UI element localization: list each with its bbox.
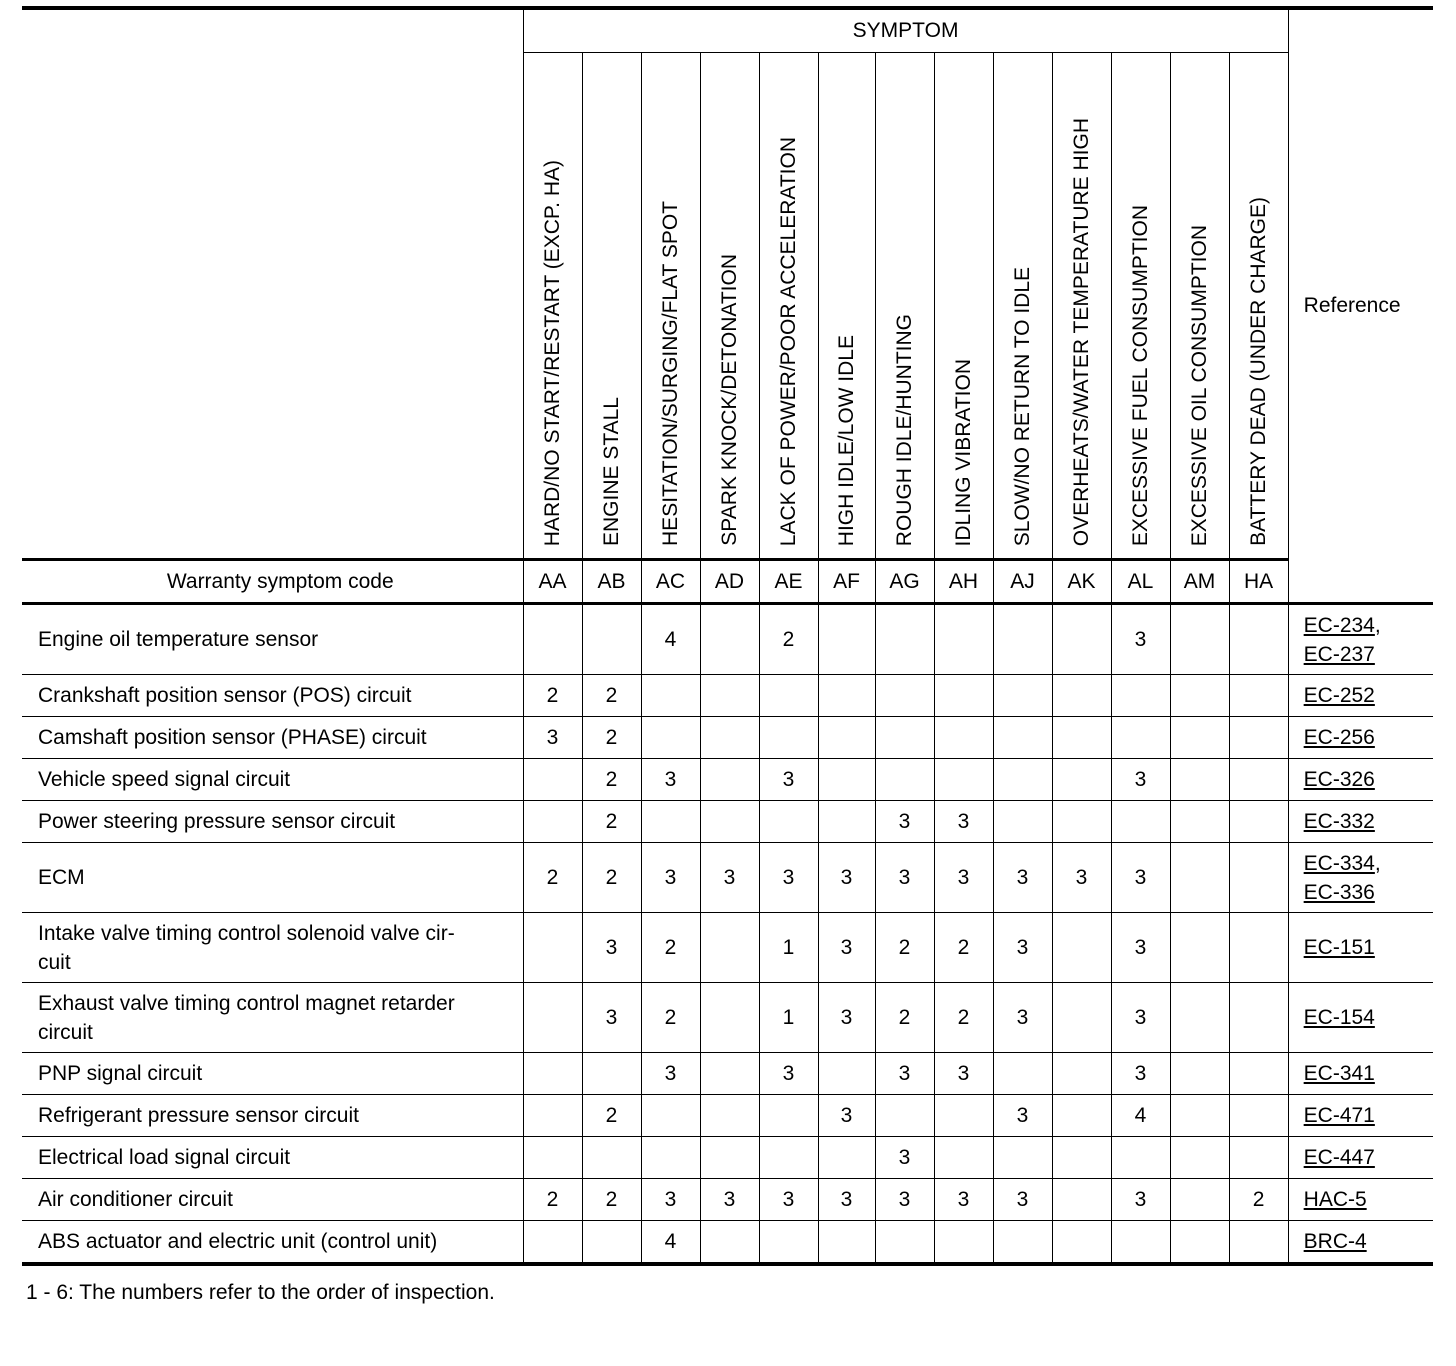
table-row <box>22 1221 1433 1265</box>
symptom-header-text: HARD/NO START/RESTART (EXCP. HA) <box>540 159 564 546</box>
reference-link[interactable]: EC-471 <box>1303 1104 1375 1127</box>
priority-cell <box>523 1221 582 1265</box>
priority-cell <box>1170 801 1229 843</box>
reference-cell <box>1288 983 1433 1053</box>
warranty-code-cell: AK <box>1052 560 1111 604</box>
priority-cell <box>993 675 1052 717</box>
symptom-header-cell <box>875 53 934 560</box>
warranty-code-cell: AG <box>875 560 934 604</box>
reference-link[interactable]: EC-151 <box>1303 936 1375 959</box>
priority-cell <box>1052 604 1111 675</box>
priority-cell: 3 <box>934 843 993 913</box>
priority-cell: 2 <box>582 759 641 801</box>
priority-cell <box>523 604 582 675</box>
table-row <box>22 801 1433 843</box>
priority-cell <box>1052 1095 1111 1137</box>
priority-cell <box>1052 675 1111 717</box>
priority-cell <box>1052 1137 1111 1179</box>
warranty-code-row <box>22 560 1433 604</box>
priority-cell <box>1170 1053 1229 1095</box>
priority-cell: 3 <box>875 1179 934 1221</box>
priority-cell <box>1052 1221 1111 1265</box>
priority-cell: 3 <box>1111 983 1170 1053</box>
priority-cell: 3 <box>1052 843 1111 913</box>
priority-cell <box>700 1137 759 1179</box>
row-label <box>22 801 523 843</box>
symptom-group-row <box>22 8 1433 53</box>
priority-cell <box>1052 983 1111 1053</box>
priority-cell <box>1229 717 1288 759</box>
priority-cell: 2 <box>1229 1179 1288 1221</box>
reference-link[interactable]: EC-252 <box>1303 684 1375 707</box>
row-label <box>22 1137 523 1179</box>
priority-cell <box>523 913 582 983</box>
reference-cell <box>1288 1053 1433 1095</box>
priority-cell <box>759 801 818 843</box>
priority-cell <box>523 1053 582 1095</box>
symptom-matrix-table <box>22 6 1433 1266</box>
priority-cell <box>1052 717 1111 759</box>
priority-cell <box>700 913 759 983</box>
reference-link[interactable]: BRC-4 <box>1303 1230 1367 1253</box>
table-row <box>22 843 1433 913</box>
symptom-header-text: SPARK KNOCK/DETONATION <box>717 254 741 546</box>
priority-cell: 3 <box>641 1053 700 1095</box>
priority-cell <box>641 1137 700 1179</box>
footnote: 1 - 6: The numbers refer to the order of inspection. <box>26 1281 495 1304</box>
priority-cell: 3 <box>1111 604 1170 675</box>
priority-cell: 2 <box>523 675 582 717</box>
table-row <box>22 1095 1433 1137</box>
symptom-header-text: LACK OF POWER/POOR ACCELERATION <box>776 136 800 546</box>
priority-cell: 3 <box>759 843 818 913</box>
row-label <box>22 843 523 913</box>
priority-cell <box>759 1095 818 1137</box>
priority-cell <box>1229 843 1288 913</box>
priority-cell: 4 <box>641 604 700 675</box>
priority-cell <box>700 801 759 843</box>
priority-cell <box>1052 913 1111 983</box>
symptom-header-text: EXCESSIVE FUEL CONSUMPTION <box>1128 204 1152 546</box>
reference-separator: , <box>1374 613 1381 637</box>
priority-cell <box>641 1095 700 1137</box>
priority-cell <box>1170 843 1229 913</box>
row-label <box>22 983 523 1053</box>
priority-cell <box>875 1095 934 1137</box>
row-label <box>22 604 523 675</box>
row-label-text: PNP signal circuit <box>38 1062 203 1085</box>
priority-cell: 3 <box>1111 759 1170 801</box>
symptom-header-cell <box>1170 53 1229 560</box>
priority-cell <box>934 1221 993 1265</box>
priority-cell <box>818 801 875 843</box>
symptom-header-cell <box>818 53 875 560</box>
priority-cell <box>1229 1095 1288 1137</box>
symptom-header-text: HESITATION/SURGING/FLAT SPOT <box>658 201 682 546</box>
priority-cell <box>934 1095 993 1137</box>
priority-cell <box>1111 675 1170 717</box>
priority-cell <box>523 759 582 801</box>
priority-cell: 4 <box>1111 1095 1170 1137</box>
priority-cell: 3 <box>523 717 582 759</box>
priority-cell <box>1170 913 1229 983</box>
table-row <box>22 1137 1433 1179</box>
priority-cell: 2 <box>582 717 641 759</box>
warranty-code-cell: AC <box>641 560 700 604</box>
reference-link[interactable]: EC-237 <box>1303 642 1375 666</box>
priority-cell <box>818 1053 875 1095</box>
table-row <box>22 983 1433 1053</box>
symptom-header-text: ROUGH IDLE/HUNTING <box>892 313 916 546</box>
priority-cell <box>1111 1137 1170 1179</box>
priority-cell <box>875 717 934 759</box>
row-label-text: Exhaust valve timing control magnet retarder <box>38 991 455 1015</box>
row-label-text: Power steering pressure sensor circuit <box>38 810 396 833</box>
warranty-code-label: Warranty symptom code <box>22 560 523 604</box>
symptom-header-cell <box>700 53 759 560</box>
warranty-code-cell: AA <box>523 560 582 604</box>
symptom-header-text: SLOW/NO RETURN TO IDLE <box>1010 266 1034 546</box>
symptom-header-cell <box>641 53 700 560</box>
priority-cell: 2 <box>582 801 641 843</box>
priority-cell <box>1170 604 1229 675</box>
symptom-header-cell <box>1111 53 1170 560</box>
row-label <box>22 913 523 983</box>
symptom-header-cell <box>1229 53 1288 560</box>
priority-cell <box>700 759 759 801</box>
warranty-code-cell: AM <box>1170 560 1229 604</box>
priority-cell: 3 <box>875 1137 934 1179</box>
row-label <box>22 675 523 717</box>
symptom-header-text: IDLING VIBRATION <box>951 358 975 546</box>
reference-link[interactable]: EC-341 <box>1303 1062 1375 1085</box>
priority-cell: 2 <box>582 843 641 913</box>
priority-cell <box>875 1221 934 1265</box>
row-label-text: Electrical load signal circuit <box>38 1146 291 1169</box>
priority-cell <box>818 717 875 759</box>
reference-separator: , <box>1374 851 1381 875</box>
priority-cell: 3 <box>818 843 875 913</box>
warranty-code-cell: AB <box>582 560 641 604</box>
reference-header: Reference <box>1288 8 1433 604</box>
reference-cell <box>1288 604 1433 675</box>
symptom-header-cell <box>934 53 993 560</box>
priority-cell: 2 <box>641 983 700 1053</box>
row-label-text: ABS actuator and electric unit (control unit) <box>38 1230 438 1253</box>
priority-cell <box>759 1137 818 1179</box>
table-row <box>22 717 1433 759</box>
row-label-text: Crankshaft position sensor (POS) circuit <box>38 684 412 707</box>
priority-cell <box>993 1137 1052 1179</box>
priority-cell <box>993 1053 1052 1095</box>
priority-cell <box>818 1221 875 1265</box>
priority-cell <box>641 717 700 759</box>
priority-cell: 3 <box>582 983 641 1053</box>
priority-cell: 2 <box>875 913 934 983</box>
priority-cell <box>700 717 759 759</box>
priority-cell <box>1229 1221 1288 1265</box>
symptom-header-cell <box>1052 53 1111 560</box>
priority-cell <box>818 675 875 717</box>
priority-cell <box>1229 1053 1288 1095</box>
priority-cell <box>818 604 875 675</box>
priority-cell: 3 <box>641 1179 700 1221</box>
priority-cell <box>700 983 759 1053</box>
priority-cell <box>641 675 700 717</box>
symptom-header-text: BATTERY DEAD (UNDER CHARGE) <box>1246 197 1270 546</box>
row-label-text: circuit <box>38 1020 93 1044</box>
symptom-header-text: HIGH IDLE/LOW IDLE <box>834 334 858 546</box>
priority-cell <box>1229 983 1288 1053</box>
priority-cell <box>1229 675 1288 717</box>
priority-cell: 3 <box>993 1179 1052 1221</box>
table-row <box>22 675 1433 717</box>
reference-cell <box>1288 717 1433 759</box>
priority-cell: 2 <box>523 1179 582 1221</box>
row-label <box>22 1095 523 1137</box>
warranty-code-cell: AD <box>700 560 759 604</box>
symptom-header-text: ENGINE STALL <box>599 397 623 546</box>
symptom-header-cell <box>993 53 1052 560</box>
reference-cell <box>1288 1095 1433 1137</box>
priority-cell <box>582 1053 641 1095</box>
reference-link[interactable]: EC-234 <box>1303 613 1375 637</box>
priority-cell <box>1229 801 1288 843</box>
symptom-header-cell <box>759 53 818 560</box>
priority-cell <box>1111 717 1170 759</box>
reference-cell <box>1288 759 1433 801</box>
priority-cell: 3 <box>934 1053 993 1095</box>
priority-cell: 3 <box>875 843 934 913</box>
priority-cell <box>818 1137 875 1179</box>
priority-cell <box>934 604 993 675</box>
priority-cell: 3 <box>1111 1053 1170 1095</box>
warranty-code-cell: AE <box>759 560 818 604</box>
priority-cell <box>1229 1137 1288 1179</box>
symptom-header-cell <box>582 53 641 560</box>
row-label-text: Camshaft position sensor (PHASE) circuit <box>38 726 427 749</box>
symptom-group-header: SYMPTOM <box>523 8 1288 53</box>
priority-cell <box>700 1053 759 1095</box>
priority-cell <box>875 759 934 801</box>
priority-cell <box>700 1221 759 1265</box>
priority-cell <box>1229 913 1288 983</box>
priority-cell <box>875 675 934 717</box>
priority-cell <box>1170 1179 1229 1221</box>
priority-cell <box>934 759 993 801</box>
reference-link[interactable]: EC-154 <box>1303 1006 1375 1029</box>
table-row <box>22 604 1433 675</box>
reference-link[interactable]: EC-326 <box>1303 768 1375 791</box>
priority-cell <box>759 717 818 759</box>
priority-cell <box>700 1095 759 1137</box>
priority-cell <box>1229 759 1288 801</box>
table-row <box>22 913 1433 983</box>
priority-cell <box>1111 801 1170 843</box>
priority-cell: 2 <box>641 913 700 983</box>
priority-cell: 2 <box>582 675 641 717</box>
reference-cell <box>1288 1179 1433 1221</box>
priority-cell <box>993 759 1052 801</box>
priority-cell: 4 <box>641 1221 700 1265</box>
row-label-text: Engine oil temperature sensor <box>38 628 319 651</box>
priority-cell: 3 <box>993 1095 1052 1137</box>
reference-link[interactable]: EC-447 <box>1303 1146 1375 1169</box>
priority-cell <box>1170 1137 1229 1179</box>
priority-cell <box>1170 983 1229 1053</box>
table-row <box>22 1053 1433 1095</box>
priority-cell <box>993 1221 1052 1265</box>
reference-link[interactable]: EC-332 <box>1303 810 1375 833</box>
priority-cell: 3 <box>582 913 641 983</box>
priority-cell: 3 <box>759 759 818 801</box>
priority-cell: 3 <box>700 843 759 913</box>
row-label <box>22 1221 523 1265</box>
priority-cell <box>759 1221 818 1265</box>
priority-cell <box>993 801 1052 843</box>
priority-cell: 3 <box>875 1053 934 1095</box>
warranty-code-cell: HA <box>1229 560 1288 604</box>
priority-cell <box>1170 1221 1229 1265</box>
priority-cell <box>582 1137 641 1179</box>
priority-cell: 3 <box>1111 843 1170 913</box>
priority-cell: 2 <box>759 604 818 675</box>
priority-cell <box>875 604 934 675</box>
priority-cell <box>993 604 1052 675</box>
priority-cell <box>523 801 582 843</box>
priority-cell: 3 <box>1111 913 1170 983</box>
priority-cell: 1 <box>759 913 818 983</box>
row-label-text: Vehicle speed signal circuit <box>38 768 291 791</box>
priority-cell <box>934 675 993 717</box>
priority-cell <box>934 1137 993 1179</box>
priority-cell: 3 <box>641 759 700 801</box>
priority-cell: 3 <box>934 801 993 843</box>
corner-cell <box>22 8 523 560</box>
warranty-code-cell: AJ <box>993 560 1052 604</box>
row-label <box>22 1053 523 1095</box>
priority-cell: 2 <box>582 1179 641 1221</box>
priority-cell: 3 <box>934 1179 993 1221</box>
priority-cell <box>1111 1221 1170 1265</box>
priority-cell <box>641 801 700 843</box>
reference-link[interactable]: EC-256 <box>1303 726 1375 749</box>
priority-cell: 2 <box>523 843 582 913</box>
priority-cell: 2 <box>934 913 993 983</box>
priority-cell: 3 <box>818 983 875 1053</box>
priority-cell <box>1170 759 1229 801</box>
priority-cell: 3 <box>641 843 700 913</box>
table-row <box>22 1179 1433 1221</box>
priority-cell <box>1052 759 1111 801</box>
reference-cell <box>1288 675 1433 717</box>
reference-link[interactable]: EC-336 <box>1303 880 1375 904</box>
priority-cell <box>523 1137 582 1179</box>
priority-cell: 3 <box>875 801 934 843</box>
priority-cell: 3 <box>818 1095 875 1137</box>
priority-cell: 1 <box>759 983 818 1053</box>
priority-cell <box>759 675 818 717</box>
table-row <box>22 759 1433 801</box>
priority-cell <box>1229 604 1288 675</box>
priority-cell <box>582 604 641 675</box>
priority-cell <box>700 604 759 675</box>
priority-cell: 2 <box>582 1095 641 1137</box>
row-label <box>22 759 523 801</box>
row-label-text: Refrigerant pressure sensor circuit <box>38 1104 359 1127</box>
priority-cell: 3 <box>993 983 1052 1053</box>
row-label-text: cuit <box>38 950 71 974</box>
warranty-code-cell: AF <box>818 560 875 604</box>
reference-cell <box>1288 801 1433 843</box>
row-label-text: ECM <box>38 866 85 889</box>
reference-link[interactable]: HAC-5 <box>1303 1188 1367 1211</box>
row-label-text: Air conditioner circuit <box>38 1188 233 1211</box>
priority-cell <box>934 717 993 759</box>
priority-cell: 3 <box>993 843 1052 913</box>
reference-cell <box>1288 913 1433 983</box>
warranty-code-cell: AL <box>1111 560 1170 604</box>
row-label <box>22 717 523 759</box>
reference-link[interactable]: EC-334 <box>1303 851 1375 875</box>
symptom-header-cell <box>523 53 582 560</box>
row-label <box>22 1179 523 1221</box>
priority-cell <box>582 1221 641 1265</box>
priority-cell: 3 <box>759 1053 818 1095</box>
priority-cell <box>1170 717 1229 759</box>
priority-cell: 3 <box>759 1179 818 1221</box>
reference-cell <box>1288 843 1433 913</box>
priority-cell: 3 <box>818 1179 875 1221</box>
priority-cell <box>818 759 875 801</box>
row-label-text: Intake valve timing control solenoid valve cir- <box>38 921 455 945</box>
priority-cell: 3 <box>700 1179 759 1221</box>
priority-cell <box>700 675 759 717</box>
priority-cell: 3 <box>993 913 1052 983</box>
symptom-header-text: EXCESSIVE OIL CONSUMPTION <box>1187 224 1211 546</box>
symptom-header-text: OVERHEATS/WATER TEMPERATURE HIGH <box>1069 117 1093 546</box>
priority-cell <box>1170 675 1229 717</box>
reference-cell <box>1288 1221 1433 1265</box>
priority-cell <box>1052 801 1111 843</box>
warranty-code-cell: AH <box>934 560 993 604</box>
priority-cell <box>1170 1095 1229 1137</box>
reference-cell <box>1288 1137 1433 1179</box>
priority-cell <box>1052 1053 1111 1095</box>
priority-cell: 3 <box>818 913 875 983</box>
priority-cell: 2 <box>934 983 993 1053</box>
priority-cell: 3 <box>1111 1179 1170 1221</box>
priority-cell <box>993 717 1052 759</box>
priority-cell: 2 <box>875 983 934 1053</box>
priority-cell <box>1052 1179 1111 1221</box>
priority-cell <box>523 983 582 1053</box>
priority-cell <box>523 1095 582 1137</box>
